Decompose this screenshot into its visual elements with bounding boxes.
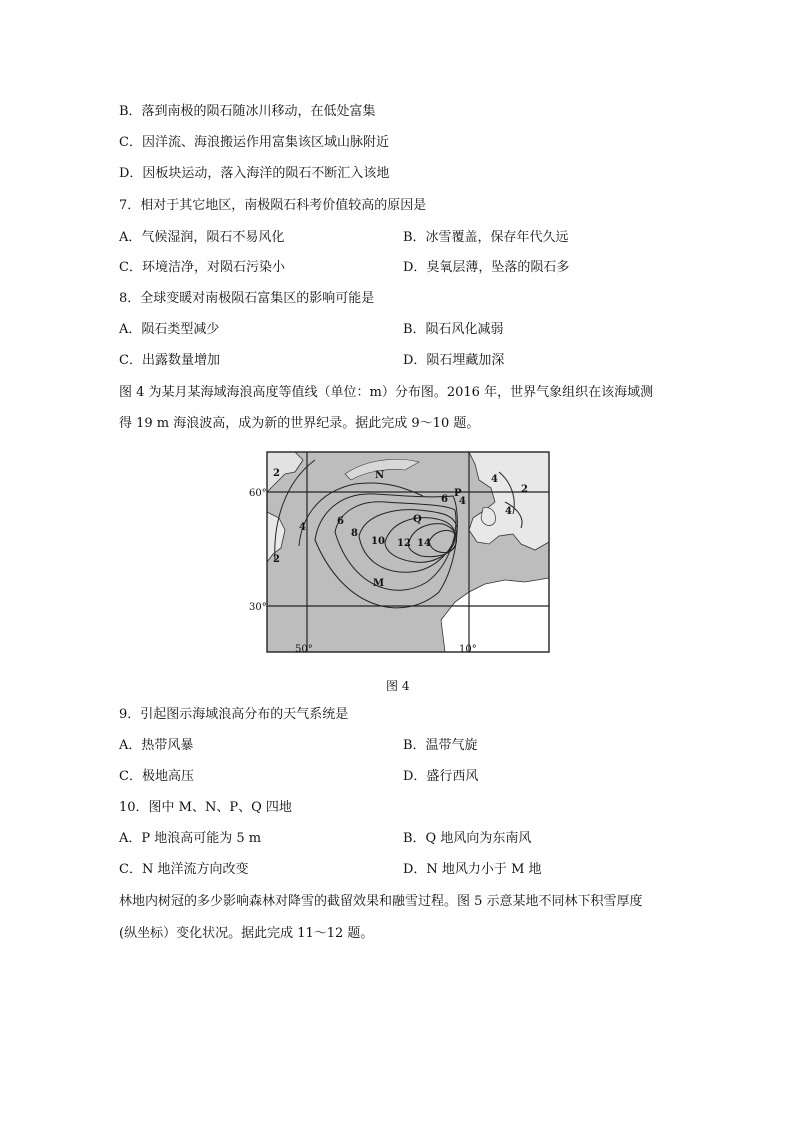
q6-option-b: B．落到南极的陨石随冰川移动，在低处富集 (119, 104, 376, 119)
lat-label-60: 60° (249, 488, 267, 499)
contour-label: 4 (491, 474, 498, 485)
q9-option-c: C．极地高压 (119, 769, 194, 784)
q10-option-a: A．P 地浪高可能为 5 m (119, 831, 262, 846)
contour-label: 8 (351, 528, 358, 539)
contour-label: 2 (273, 468, 280, 479)
contour-label: 14 (417, 538, 431, 549)
contour-label: 2 (273, 554, 280, 565)
intro-9-10-line2: 得 19 m 海浪波高，成为新的世界纪录。据此完成 9～10 题。 (119, 416, 480, 431)
q8-option-c: C．出露数量增加 (119, 353, 220, 368)
q7-stem: 7．相对于其它地区，南极陨石科考价值较高的原因是 (119, 198, 427, 213)
contour-label: 10 (371, 536, 385, 547)
q7-option-a: A．气候湿润，陨石不易风化 (119, 230, 285, 245)
q10-stem: 10．图中 M、N、P、Q 四地 (119, 800, 292, 815)
q9-option-a: A．热带风暴 (119, 738, 194, 753)
intro-9-10-line1: 图 4 为某月某海域海浪高度等值线（单位：m）分布图。2016 年，世界气象组织在该海域测 (119, 385, 654, 400)
q8-option-a: A．陨石类型减少 (119, 322, 220, 337)
contour-label: 4 (505, 506, 512, 517)
q7-option-b: B．冰雪覆盖，保存年代久远 (403, 230, 569, 245)
q8-option-d: D．陨石埋藏加深 (403, 353, 505, 368)
contour-label: 2 (521, 484, 528, 495)
lat-label-30: 30° (249, 602, 267, 613)
q9-option-d: D．盛行西风 (403, 769, 479, 784)
contour-label: 6 (441, 494, 448, 505)
contour-label: 4 (459, 496, 466, 507)
point-label-p: P (454, 488, 462, 499)
q8-stem: 8．全球变暖对南极陨石富集区的影响可能是 (119, 291, 375, 306)
point-label-q: Q (413, 514, 422, 525)
lon-label-10: 10° (459, 644, 477, 655)
point-label-n: N (375, 470, 385, 481)
q6-option-d: D．因板块运动，落入海洋的陨石不断汇入该地 (119, 166, 390, 181)
contour-label: 6 (337, 516, 344, 527)
q10-option-c: C．N 地洋流方向改变 (119, 862, 249, 877)
q9-stem: 9．引起图示海域浪高分布的天气系统是 (119, 707, 349, 722)
q6-option-c: C．因洋流、海浪搬运作用富集该区域山脉附近 (119, 135, 389, 150)
intro-11-12-line2: (纵坐标）变化状况。据此完成 11～12 题。 (119, 926, 374, 941)
wave-height-map (249, 452, 551, 658)
intro-11-12-line1: 林地内树冠的多少影响森林对降雪的截留效果和融雪过程。图 5 示意某地不同林下积雪厚度 (119, 894, 643, 909)
q7-option-d: D．臭氧层薄，坠落的陨石多 (403, 260, 570, 275)
contour-label: 12 (397, 538, 411, 549)
point-label-m: M (373, 578, 385, 589)
q8-option-b: B．陨石风化减弱 (403, 322, 504, 337)
lon-label-50: 50° (295, 644, 313, 655)
q10-option-b: B．Q 地风向为东南风 (403, 831, 532, 846)
figure-4-caption: 图 4 (386, 679, 410, 693)
q7-option-c: C．环境洁净，对陨石污染小 (119, 260, 285, 275)
q9-option-b: B．温带气旋 (403, 738, 478, 753)
contour-label: 4 (299, 522, 306, 533)
q10-option-d: D．N 地风力小于 M 地 (403, 862, 542, 877)
